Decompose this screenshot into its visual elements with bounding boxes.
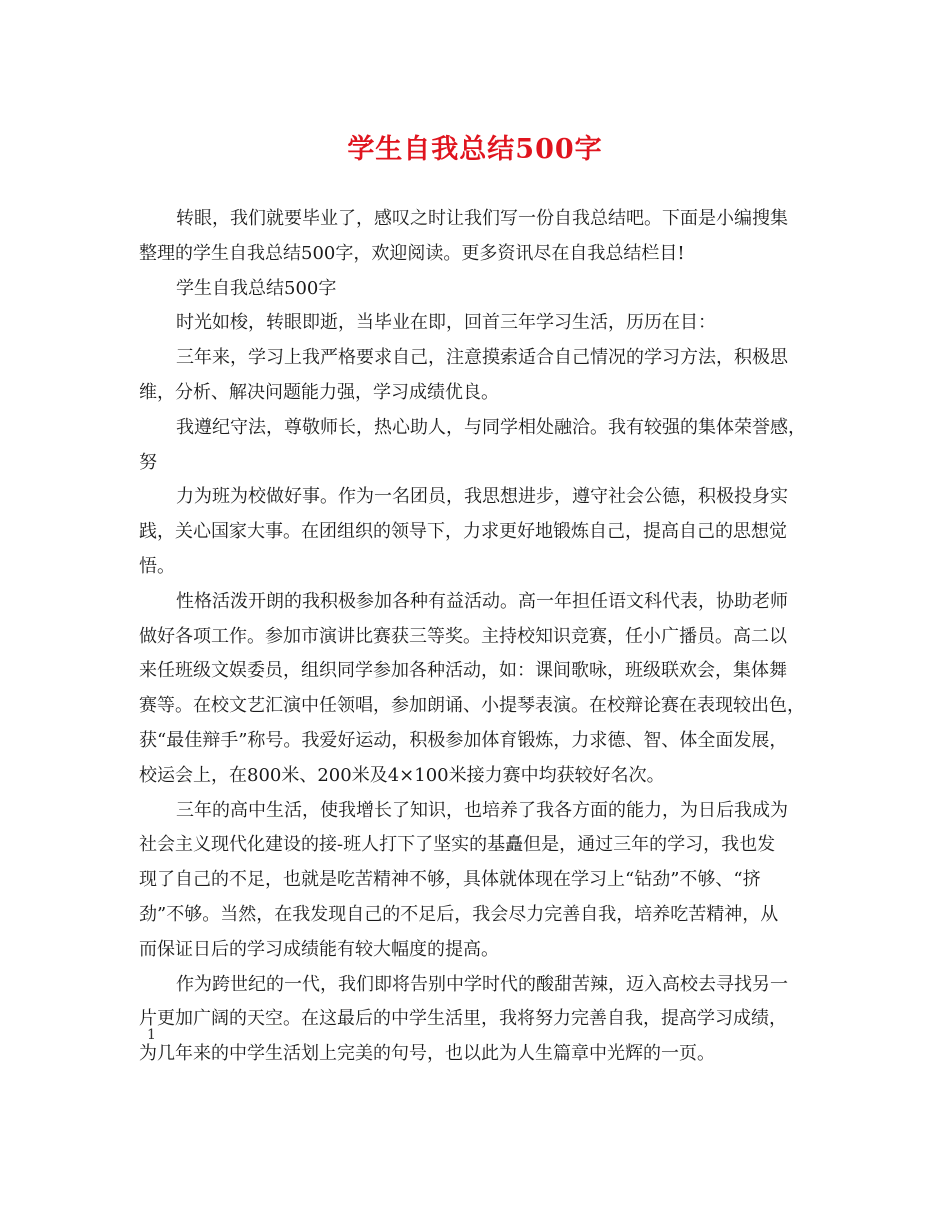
text-line: 社会主义现代化建设的接-班人打下了坚实的基矗但是，通过三年的学习，我也发	[139, 834, 776, 856]
text-line: 赛等。在校文艺汇演中任领唱，参加朗诵、小提琴表演。在校辩论赛在表现较出色，	[139, 695, 805, 717]
text-line: 努	[139, 451, 157, 473]
text-line: 而保证日后的学习成绩能有较大幅度的提高。	[139, 938, 499, 960]
page-number: 1	[147, 1027, 156, 1043]
text-line: 作为跨世纪的一代，我们即将告别中学时代的酸甜苦辣，迈入高校去寻找另一	[176, 973, 788, 995]
text-line: 我遵纪守法，尊敬师长，热心助人，与同学相处融洽。我有较强的集体荣誉感，	[176, 416, 806, 438]
text-line: 获“最佳辩手”称号。我爱好运动，积极参加体育锻炼，力求德、智、体全面发展，	[139, 729, 788, 751]
text-line: 践，关心国家大事。在团组织的领导下，力求更好地锻炼自己，提高自己的思想觉	[139, 521, 787, 543]
text-line: 转眼，我们就要毕业了，感叹之时让我们写一份自我总结吧。下面是小编搜集	[176, 208, 788, 229]
text-line: 整理的学生自我总结500字，欢迎阅读。更多资讯尽在自我总结栏目!	[139, 242, 685, 264]
text-line: 为几年来的中学生活划上完美的句号，也以此为人生篇章中光辉的一页。	[139, 1043, 715, 1065]
text-line: 现了自己的不足，也就是吃苦精神不够，具体就体现在学习上“钻劲”不够、“挤	[139, 869, 761, 891]
text-line: 片更加广阔的天空。在这最后的中学生活里，我将努力完善自我，提高学习成绩，	[139, 1008, 787, 1030]
text-line: 三年的高中生活，使我增长了知识，也培养了我各方面的能力，为日后我成为	[176, 799, 788, 821]
text-line: 悟。	[139, 555, 175, 577]
text-line: 时光如梭，转眼即逝，当毕业在即，回首三年学习生活，历历在目：	[176, 312, 716, 334]
text-line: 力为班为校做好事。作为一名团员，我思想进步，遵守社会公德，积极投身实	[176, 486, 788, 508]
document-title: 学生自我总结500字	[347, 134, 603, 165]
text-line: 劲”不够。当然，在我发现自己的不足后，我会尽力完善自我，培养吃苦精神，从	[139, 903, 779, 925]
text-line: 性格活泼开朗的我积极参加各种有益活动。高一年担任语文科代表，协助老师	[176, 590, 788, 612]
text-line: 学生自我总结500字	[176, 277, 337, 299]
text-line: 三年来，学习上我严格要求自己，注意摸索适合自己情况的学习方法，积极思	[176, 347, 788, 369]
text-line: 做好各项工作。参加市演讲比赛获三等奖。主持校知识竞赛，任小广播员。高二以	[139, 625, 787, 647]
text-line: 来任班级文娱委员，组织同学参加各种活动，如：课间歌咏，班级联欢会，集体舞	[139, 660, 787, 682]
text-line: 维，分析、解决问题能力强，学习成绩优良。	[139, 381, 499, 403]
text-line: 校运会上，在800米、200米及4×100米接力赛中均获较好名次。	[139, 764, 665, 786]
document-body	[139, 202, 815, 1072]
